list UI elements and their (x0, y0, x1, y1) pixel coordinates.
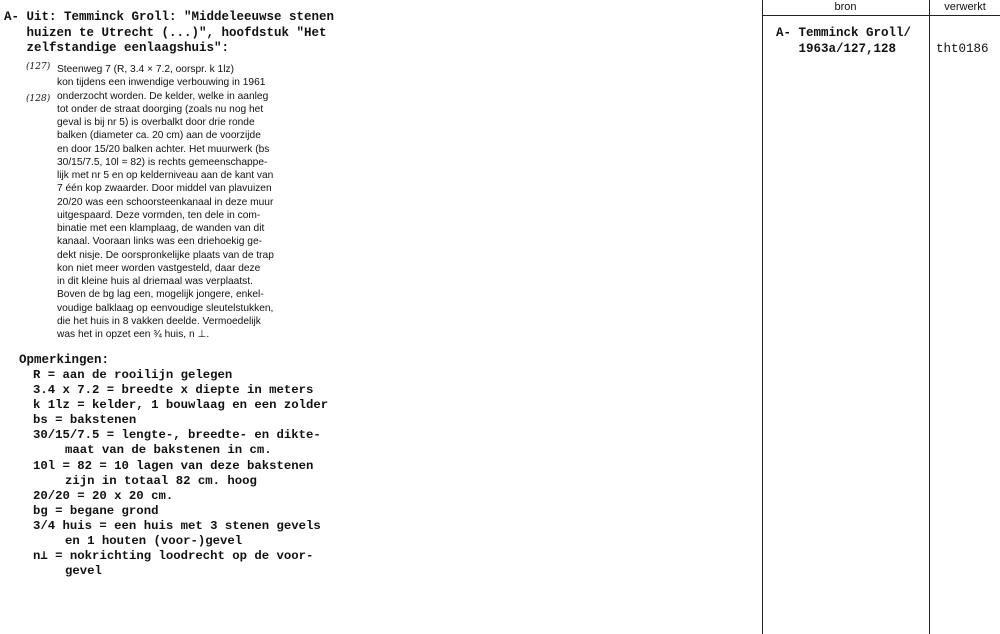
remark-line: en 1 houten (voor-)gevel (65, 534, 243, 549)
table-header-verwerkt: verwerkt (944, 1, 986, 13)
quoted-text (57, 63, 347, 341)
bron-line: A- Temminck Groll/ (776, 26, 912, 40)
remark-line: maat van de bakstenen in cm. (65, 443, 272, 458)
citation-heading (4, 10, 344, 57)
quote-line: Boven de bg lag een, mogelijk jongere, enkel- (57, 289, 264, 301)
quote-line: tot onder de straat doorging (zoals nu nog het (57, 103, 264, 115)
quote-line: was het in opzet een ¾ huis, n ⊥. (57, 329, 210, 340)
remark-line: 3.4 x 7.2 = breedte x diepte in meters (33, 383, 314, 398)
remark-line: 30/15/7.5 = lengte-, breedte- en dikte- (33, 428, 321, 443)
bron-cell (776, 26, 936, 57)
quote-line: en door 15/20 balken achter. Het muurwerk (bs (57, 143, 270, 155)
remark-line: bs = bakstenen (33, 413, 137, 428)
table-header-rule (762, 15, 1000, 16)
bron-line: 1963a/127,128 (776, 41, 897, 56)
remark-line: 10l = 82 = 10 lagen van deze bakstenen (33, 458, 314, 473)
table-border-left (762, 0, 763, 634)
remark-line: n⊥ = nokrichting loodrecht op de voor- (33, 549, 314, 564)
quote-line: Steenweg 7 (R, 3.4 × 7.2, oorspr. k 1lz) (57, 64, 234, 75)
quote-line: dekt nisje. De oorspronkelijke plaats van de trap (57, 249, 274, 261)
remark-line: bg = begane grond (33, 503, 159, 518)
quote-line: kanaal. Vooraan links was een driehoekig ge- (57, 236, 263, 248)
remark-line: gevel (65, 564, 102, 579)
remark-line: zijn in totaal 82 cm. hoog (65, 473, 257, 488)
remark-line: 20/20 = 20 x 20 cm. (33, 488, 174, 503)
remark-line: R = aan de rooilijn gelegen (33, 368, 233, 382)
remarks-title: Opmerkingen: (19, 353, 110, 367)
margin-note-127: (127) (26, 62, 51, 72)
quote-line: 7 één kop zwaarder. Door middel van plavuizen (57, 183, 272, 195)
quote-line: geval is bij nr 5) is overbalkt door drie ronde (57, 117, 255, 128)
table-header-bron: bron (834, 1, 857, 13)
quote-line: uitgespaard. Deze vormden, ten dele in com- (57, 209, 261, 221)
quote-line: 20/20 was een schoorsteenkanaal in deze muur (57, 196, 274, 208)
quote-line: lijk met nr 5 en op kelderniveau aan de kant van (57, 170, 274, 181)
quote-line: 30/15/7.5, 10l = 82) is rechts gemeenschappe- (57, 156, 268, 168)
remark-line: 3/4 huis = een huis met 3 stenen gevels (33, 518, 321, 533)
quote-line: onderzocht worden. De kelder, welke in aanleg (57, 90, 269, 102)
remark-line: k 1lz = kelder, 1 bouwlaag en een zolder (33, 398, 329, 413)
quote-line: in dit kleine huis al driemaal was verplaatst. (57, 276, 253, 287)
quote-line: kon niet meer worden vastgesteld, daar deze (57, 262, 261, 274)
remarks-list (33, 368, 353, 579)
table-column-divider (929, 0, 930, 634)
quote-line: balken (diameter ca. 20 cm) aan de voorzijde (57, 130, 261, 142)
quote-line: kon tijdens een inwendige verbouwing in 1961 (57, 77, 266, 89)
verwerkt-cell: tht0186 (936, 42, 989, 56)
heading-line: A- Uit: Temminck Groll: "Middeleeuwse stenen (4, 10, 335, 24)
heading-line: huizen te Utrecht (...)", hoofdstuk "Het (4, 25, 327, 40)
quote-line: binatie met een klamplaag, de wanden van dit (57, 223, 265, 234)
heading-line: zelfstandige eenlaagshuis": (4, 41, 230, 55)
quote-line: voudige balklaag op eenvoudige sleutelstukken, (57, 302, 274, 314)
margin-note-128: (128) (26, 94, 51, 104)
quote-line: die het huis in 8 vakken deelde. Vermoedelijk (57, 315, 261, 327)
